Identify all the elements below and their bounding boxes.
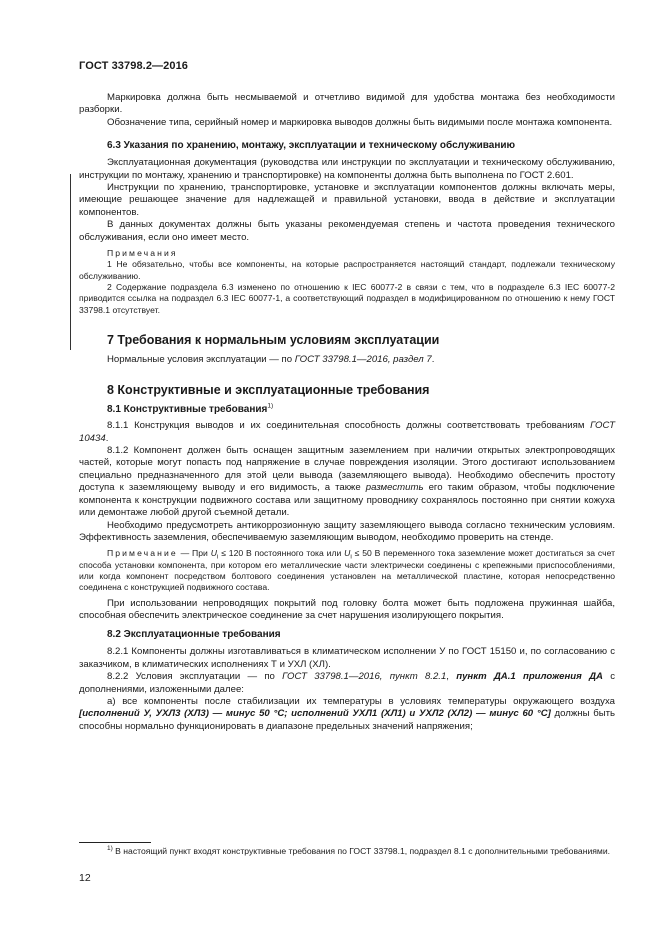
emphasis-bold: [исполнений У, УХЛ3 (ХЛ3) — минус 50 °С; исполнений УХЛ1 (ХЛ1) и УХЛ2 (ХЛ2) — минус 60 °С] <box>79 708 551 720</box>
paragraph: Маркировка должна быть несмываемой и отчетливо видимой для удобства монтажа без необходимости разборки. <box>79 92 615 116</box>
variable: U <box>344 548 351 559</box>
text: — При <box>177 548 211 559</box>
note: 1 Не обязательно, чтобы все компоненты, на которые распространяется настоящий стандарт, подлежали техническому обслуживанию. <box>79 259 615 281</box>
paragraph: При использовании непроводящих покрытий под головку болта может быть подложена пружинная шайба, способная обеспечить электрическое соединение за счет нарушения изолирующего покрытия. <box>79 597 615 621</box>
paragraph <box>79 420 615 445</box>
document-header: ГОСТ 33798.2—2016 <box>79 60 189 72</box>
note: 2 Содержание подраздела 6.3 изменено по отношению к IEC 60077-2 в связи с тем, что в подразделе 6.3 IEC 60077-2 приводится ссылка на подраздел 6.3 IEC 60077-1, а соответствующий подраздел в модифицированном по отношению к нему ГОСТ 33798.1 отсутствует. <box>79 281 615 315</box>
note-label: Примечание <box>107 548 178 559</box>
subscript: i <box>350 554 352 562</box>
footnote-ref: 1) <box>267 402 274 410</box>
list-item <box>79 696 615 733</box>
paragraph <box>79 671 615 696</box>
text: , <box>446 671 457 683</box>
reference-bold: пункт ДА.1 приложения ДА <box>456 671 603 683</box>
subsection-heading: 8.2 Эксплуатационные требования <box>107 629 281 641</box>
notes-label: Примечания <box>107 248 178 259</box>
text: 8.2.2 Условия эксплуатации — по <box>107 671 283 683</box>
paragraph <box>79 445 615 519</box>
change-bar <box>70 174 71 350</box>
heading-text: 8.1 Конструктивные требования <box>107 404 268 416</box>
page-number: 12 <box>79 872 91 884</box>
section-heading: 8 Конструктивные и эксплуатационные требования <box>107 383 430 398</box>
reference: ГОСТ 10434 <box>79 420 615 444</box>
paragraph: В данных документах должны быть указаны рекомендуемая степень и частота проведения технического обслуживания, если оно имеет место. <box>79 219 615 243</box>
subscript: i <box>216 554 219 562</box>
paragraph: Обозначение типа, серийный номер и маркировка выводов должны быть видимыми после монтажа компонента. <box>107 116 613 128</box>
text: 8.1.2 Компонент должен быть оснащен защитным заземлением при наличии открытых электропроводящих частей, которые могут попасть под напряжение в случае повреждения изоляции. Этого достигают использованием специально предназначенного для этой цели вывода (заземляющего вывода). Необходимо обеспечить простоту доступа к заземляющему выводу и его видимость, а также <box>79 445 615 494</box>
paragraph: 8.2.1 Компоненты должны изготавливаться в климатическом исполнении У по ГОСТ 15150 и, по согласованию с заказчиком, в климатических исполнениях Т и УХЛ (ХЛ). <box>79 646 615 670</box>
paragraph <box>79 354 615 366</box>
text: . <box>105 432 109 444</box>
paragraph: Эксплуатационная документация (руководства или инструкции по эксплуатации и техническому обслуживанию, инструкции по монтажу, хранению и транспортировке) на компоненты должна быть выполнена по ГОСТ 2.601. <box>79 157 615 181</box>
text: . <box>431 353 435 365</box>
emphasis: разместить <box>365 482 424 494</box>
footnote-rule <box>79 842 151 843</box>
text: ≤ 50 В переменного тока заземление может достигаться за счет способа установки компонента, при котором его металлические части электрически соединены с крепежными приспособлениями, или когда компонент посредством болтового соединения установлен на металлической пластине, которая непосредственно соединена с конструкцией подвижного состава. <box>79 548 616 593</box>
note <box>79 548 615 593</box>
reference: ГОСТ 33798.1—2016, раздел 7 <box>294 353 432 365</box>
paragraph: Необходимо предусмотреть антикоррозионную защиту заземляющего вывода согласно техническим условиям. Эффективность заземления, обеспечиваемую заземляющим выводом, необходимо проверить на стенде. <box>79 519 615 543</box>
subsection-heading <box>79 403 615 416</box>
section-heading: 7 Требования к нормальным условиям эксплуатации <box>107 332 440 347</box>
text: его таким образом, чтобы подключение компонента к конструкции подвижного состава или защитному проводнику сохранялось постоянно при снятии кожуха или демонтаже любой другой съемной детали. <box>79 482 615 519</box>
section-heading: 6.3 Указания по хранению, монтажу, эксплуатации и техническому обслуживанию <box>107 140 516 152</box>
reference: ГОСТ 33798.1—2016, пункт 8.2.1 <box>282 671 447 683</box>
text: с дополнениями, изложенными далее: <box>79 671 615 695</box>
text: 8.1.1 Конструкция выводов и их соединительная способность должны соответствовать требованиям <box>107 420 591 432</box>
text: Нормальные условия эксплуатации — по <box>107 353 295 365</box>
page-content <box>79 92 615 733</box>
text: ≤ 120 В постоянного тока или <box>218 548 345 559</box>
footnote-mark: 1) <box>107 845 113 853</box>
variable: U <box>210 548 217 559</box>
footnote <box>79 846 615 857</box>
text: а) все компоненты после стабилизации их температуры в условиях температуры окружающего воздуха <box>107 695 615 707</box>
paragraph: Инструкции по хранению, транспортировке, установке и эксплуатации компонентов должны включать меры, имеющие решающее значение для надлежащей и правильной установки, ввода в действие и эксплуатации компонентов. <box>79 182 615 218</box>
footnote-text: В настоящий пункт входят конструктивные требования по ГОСТ 33798.1, подраздел 8.1 с дополнительными требованиями. <box>112 846 611 856</box>
text: должны быть способны нормально функционировать в диапазоне предельных значений напряжения; <box>79 708 615 732</box>
